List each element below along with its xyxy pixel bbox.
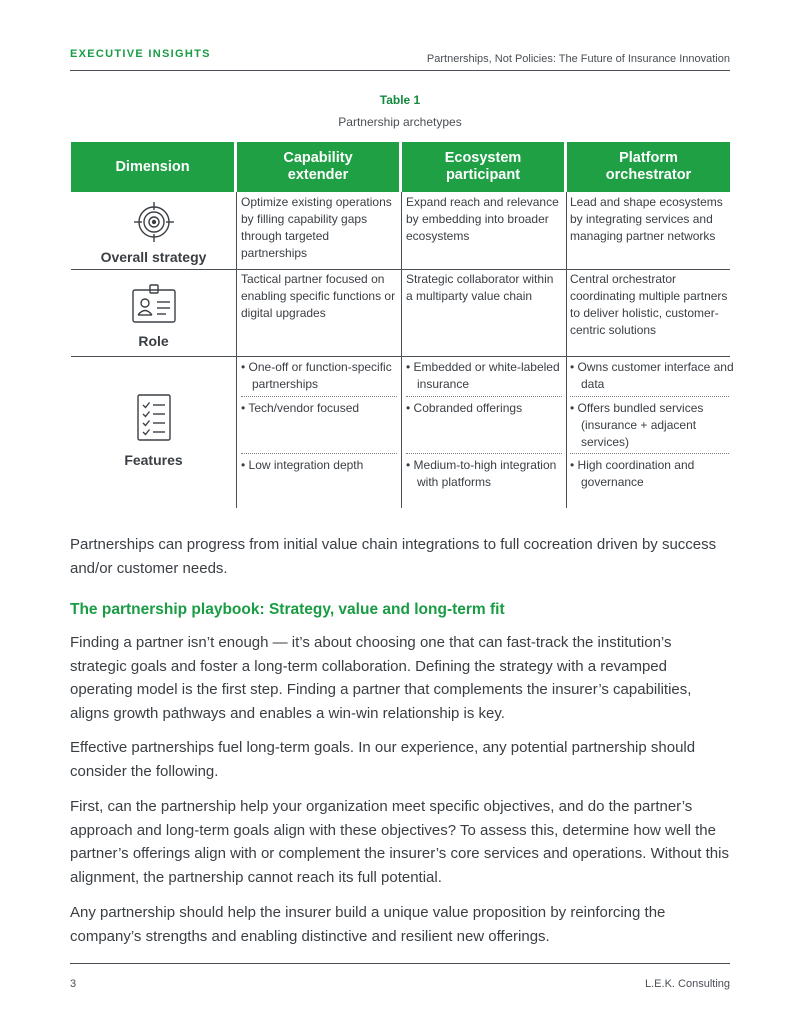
col-header-label: Platform orchestrator xyxy=(605,150,692,183)
col-header-ecosystem-participant xyxy=(402,142,564,192)
dotted-divider xyxy=(241,396,397,397)
table-caption: Partnership archetypes xyxy=(338,115,462,129)
dimension-cell xyxy=(71,200,236,265)
table-header-row xyxy=(71,142,730,192)
feature-item: • Tech/vendor focused xyxy=(241,401,360,415)
table-row xyxy=(71,192,730,269)
feature-item: • Low integration depth xyxy=(241,458,364,472)
feature-item: • Cobranded offerings xyxy=(406,401,523,415)
feature-item: • Medium-to-high integration with platforms xyxy=(406,458,557,489)
body-paragraph: Effective partnerships fuel long-term goals. In our experience, any potential partnership should consider the following. xyxy=(70,739,696,780)
feature-text: Tech/vendor focused xyxy=(248,401,360,415)
report-title: Partnerships, Not Policies: The Future of Insurance Innovation xyxy=(426,53,730,65)
feature-text: Low integration depth xyxy=(248,458,364,472)
feature-text: One-off or function-specific partnerships xyxy=(248,360,392,391)
feature-text: Medium-to-high integration with platforms xyxy=(413,458,557,489)
table-cell: Strategic collaborator within a multiparty value chain xyxy=(406,272,554,303)
id-badge-icon xyxy=(131,284,177,324)
col-header-dimension: Dimension xyxy=(71,142,234,192)
col-header-label: Ecosystem participant xyxy=(444,150,522,183)
table-cell: Lead and shape ecosystems by integrating services and managing partner networks xyxy=(570,195,723,243)
table-row xyxy=(71,270,730,357)
checklist-icon xyxy=(134,393,174,443)
table-row xyxy=(71,357,734,508)
feature-item: • Offers bundled services (insurance + adjacent services) xyxy=(570,401,704,449)
body-paragraph: First, can the partnership help your organization meet specific objectives, and do the partner’s approach and long-term goals align with these objectives? To assess this, determine how well the partner’s offerings align with or complement the insurer’s core services and operations. Without this alignment, the partnership cannot reach its full potential. xyxy=(70,798,729,886)
body-paragraph: Any partnership should help the insurer build a unique value proposition by reinforcing the company’s strengths and enabling distinctive and resilient new offerings. xyxy=(70,904,666,945)
page-number: 3 xyxy=(70,978,77,990)
feature-text: Cobranded offerings xyxy=(413,401,523,415)
feature-item: • Embedded or white-labeled insurance xyxy=(406,360,560,391)
dimension-label: Features xyxy=(124,452,183,468)
body-paragraph: Partnerships can progress from initial value chain integrations to full cocreation driven by success and/or customer needs. xyxy=(70,536,717,577)
dotted-divider xyxy=(406,396,562,397)
dotted-divider xyxy=(570,453,729,454)
feature-text: Owns customer interface and data xyxy=(577,360,734,391)
section-brand: EXECUTIVE INSIGHTS xyxy=(70,48,211,60)
feature-item: • Owns customer interface and data xyxy=(570,360,734,391)
target-icon xyxy=(132,200,176,244)
dotted-divider xyxy=(570,396,729,397)
col-header-label: Capability extender xyxy=(283,150,353,183)
feature-item: • High coordination and governance xyxy=(570,458,695,489)
page-header xyxy=(70,48,730,71)
page-footer xyxy=(70,963,730,990)
body-paragraph: Finding a partner isn’t enough — it’s about choosing one that can fast-track the institution’s strategic goals and foster a long-term collaboration. Defining the strategy with a revamped operating model is the first step. Finding a partner that complements the insurer’s capabilities, aligns growth pathways and enables a win-win relationship is key. xyxy=(70,634,692,722)
dimension-label: Role xyxy=(138,333,169,349)
col-header-capability-extender xyxy=(237,142,399,192)
feature-text: Offers bundled services (insurance + adjacent services) xyxy=(577,401,704,449)
table-label: Table 1 xyxy=(379,93,421,107)
dotted-divider xyxy=(241,453,397,454)
dimension-cell xyxy=(71,284,236,349)
feature-text: High coordination and governance xyxy=(577,458,695,489)
feature-text: Embedded or white-labeled insurance xyxy=(413,360,560,391)
dimension-label: Overall strategy xyxy=(100,249,207,265)
table-cell: Expand reach and relevance by embedding into broader ecosystems xyxy=(406,195,559,243)
col-header-platform-orchestrator xyxy=(567,142,730,192)
section-heading: The partnership playbook: Strategy, value and long-term fit xyxy=(70,601,505,618)
table-cell: Tactical partner focused on enabling specific functions or digital upgrades xyxy=(241,272,396,320)
dotted-divider xyxy=(406,453,562,454)
footer-organization: L.E.K. Consulting xyxy=(645,978,730,990)
table-cell: Central orchestrator coordinating multiple partners to deliver holistic, customer-centric solutions xyxy=(570,272,728,337)
feature-item: • One-off or function-specific partnerships xyxy=(241,360,392,391)
table-cell: Optimize existing operations by filling capability gaps through targeted partnerships xyxy=(241,195,392,260)
dimension-cell xyxy=(71,393,236,468)
